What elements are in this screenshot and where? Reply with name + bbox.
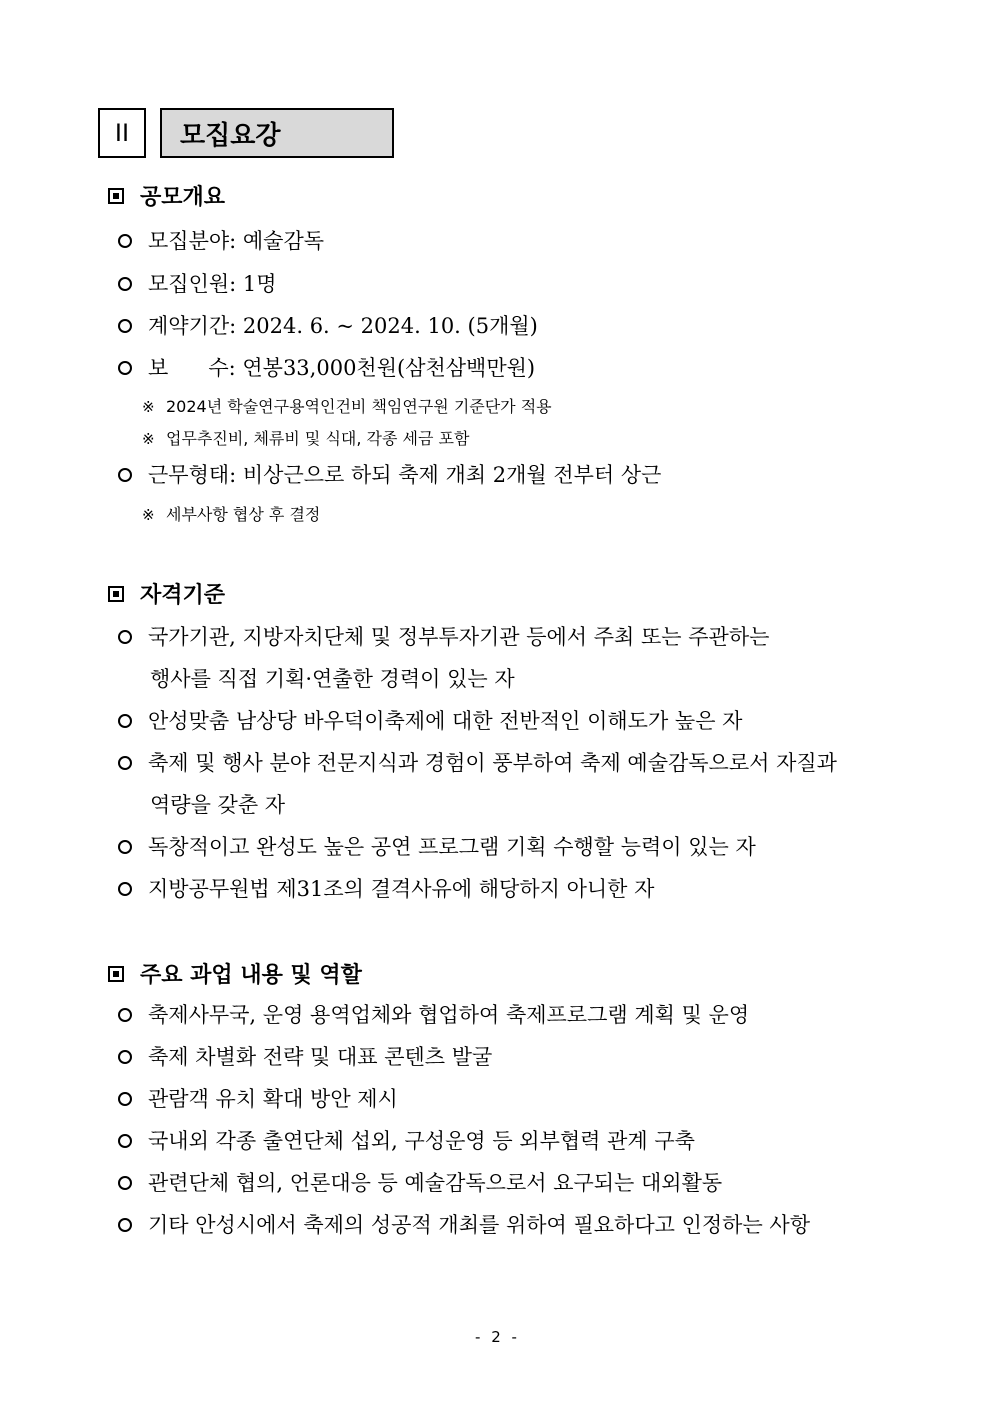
list-item [118,868,654,910]
list-item [118,454,661,496]
circle-bullet-icon [118,468,132,482]
list-item [118,616,769,658]
page-number: - 2 - [475,1328,517,1346]
circle-bullet-icon [118,630,132,644]
circle-bullet-icon [118,882,132,896]
list-item [118,220,324,262]
note [142,500,320,530]
circle-bullet-icon [118,1176,132,1190]
circle-bullet-icon [118,361,132,375]
note-mark-icon: ※ [142,398,155,416]
list-item-text: 축제 및 행사 분야 전문지식과 경험이 풍부하여 축제 예술감독으로서 자질과 [148,751,837,775]
circle-bullet-icon [118,1050,132,1064]
list-item-text: 기타 안성시에서 축제의 성공적 개최를 위하여 필요하다고 인정하는 사항 [148,1213,810,1237]
list-item-text: 국내외 각종 출연단체 섭외, 구성운영 등 외부협력 관계 구축 [148,1129,695,1153]
list-item-text: 축제 차별화 전략 및 대표 콘텐츠 발굴 [148,1045,493,1069]
section-heading-text: 공모개요 [140,185,226,210]
square-bullet-icon [108,966,124,982]
list-item [118,1162,722,1204]
circle-bullet-icon [118,1218,132,1232]
list-item-text: 보 수: 연봉33,000천원(삼천삼백만원) [148,356,536,380]
circle-bullet-icon [118,714,132,728]
list-item [118,305,538,347]
circle-bullet-icon [118,234,132,248]
note [142,424,469,454]
list-item [118,742,837,784]
square-bullet-icon [108,188,124,204]
list-item-text: 관람객 유치 확대 방안 제시 [148,1087,398,1111]
list-item-text: 모집인원: 1명 [148,272,277,296]
note-mark-icon: ※ [142,430,155,448]
list-item-text: 지방공무원법 제31조의 결격사유에 해당하지 아니한 자 [148,877,655,901]
circle-bullet-icon [118,1092,132,1106]
section-heading-duties [108,958,362,989]
list-item [118,347,535,389]
list-item-text: 축제사무국, 운영 용역업체와 협업하여 축제프로그램 계획 및 운영 [148,1003,750,1027]
list-item [118,1120,695,1162]
list-item [118,1204,810,1246]
square-bullet-icon [108,586,124,602]
note-mark-icon: ※ [142,506,155,524]
section-heading-overview [108,180,225,211]
list-item [118,1078,398,1120]
section-heading-qualifications [108,578,225,609]
list-item-text: 국가기관, 지방자치단체 및 정부투자기관 등에서 주최 또는 주관하는 [148,625,770,649]
chapter-number: II [98,108,146,158]
list-item [118,700,742,742]
list-item [118,263,277,305]
circle-bullet-icon [118,756,132,770]
list-item-continuation: 역량을 갖춘 자 [150,793,286,817]
note [142,392,552,422]
note-text: 업무추진비, 체류비 및 식대, 각종 세금 포함 [166,429,470,448]
list-item-text: 관련단체 협의, 언론대응 등 예술감독으로서 요구되는 대외활동 [148,1171,723,1195]
circle-bullet-icon [118,319,132,333]
list-item-text: 근무형태: 비상근으로 하되 축제 개최 2개월 전부터 상근 [148,463,662,487]
list-item-text: 안성맞춤 남상당 바우덕이축제에 대한 전반적인 이해도가 높은 자 [148,709,743,733]
circle-bullet-icon [118,1008,132,1022]
circle-bullet-icon [118,1134,132,1148]
section-heading-text: 자격기준 [140,583,226,608]
list-item [118,1036,492,1078]
list-item-continuation: 행사를 직접 기획·연출한 경력이 있는 자 [150,667,515,691]
list-item [118,826,756,868]
section-heading-text: 주요 과업 내용 및 역할 [140,963,362,988]
list-item-text: 계약기간: 2024. 6. ~ 2024. 10. (5개월) [148,314,538,338]
circle-bullet-icon [118,277,132,291]
list-item [118,994,749,1036]
list-item-text: 모집분야: 예술감독 [148,229,325,253]
note-text: 2024년 학술연구용역인건비 책임연구원 기준단가 적용 [166,397,552,416]
chapter-title: 모집요강 [160,108,394,158]
list-item-text: 독창적이고 완성도 높은 공연 프로그램 기획 수행할 능력이 있는 자 [148,835,756,859]
note-text: 세부사항 협상 후 결정 [166,505,321,524]
circle-bullet-icon [118,840,132,854]
